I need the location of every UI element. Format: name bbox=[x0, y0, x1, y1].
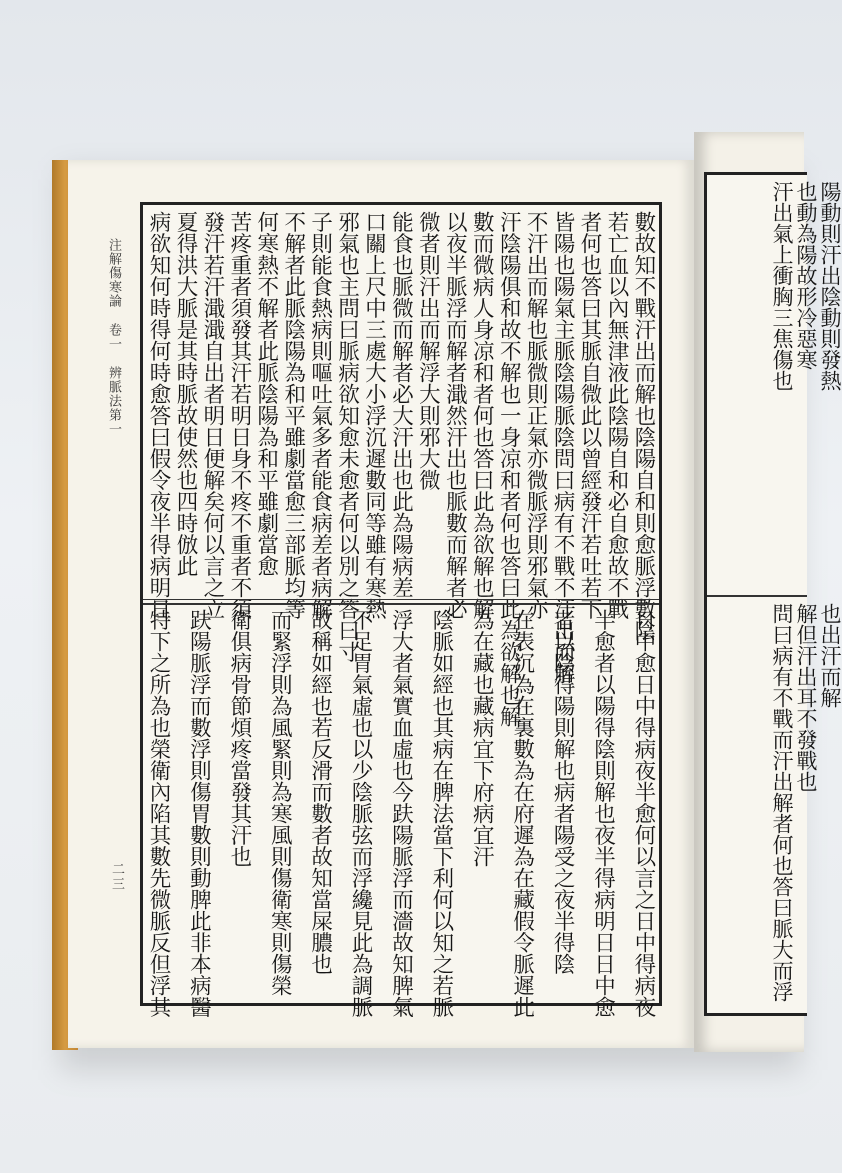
text-column: 解但汗出耳不發戰也 bbox=[794, 603, 818, 792]
text-column: 特下之所為也榮衛內陷其數先微脈反但浮其 bbox=[146, 609, 171, 1018]
right-upper-text-block bbox=[711, 181, 841, 589]
book-title: 注解傷寒論 bbox=[106, 238, 121, 308]
text-column: 故稱如經也若反滑而數者故知當屎膿也 bbox=[307, 609, 333, 975]
text-column: 在表沉為在裏數為在府遲為在藏假令脈遲此 bbox=[509, 609, 535, 1018]
lower-text-block bbox=[146, 609, 656, 1018]
text-column: 口關上尺中三處大小浮沉遲數同等雖有寒熱 bbox=[361, 211, 387, 620]
text-column: 邪氣也主問曰脈病欲知愈未愈者何以別之答曰寸 bbox=[334, 211, 360, 663]
divider-line bbox=[143, 603, 659, 605]
running-header bbox=[104, 238, 123, 446]
text-column: 何寒熱不解者此脈陰陽為和平雖劇當愈 bbox=[253, 211, 279, 577]
text-column: 以夜半脈浮而解者濈然汗出也脈數而解者必 bbox=[442, 211, 468, 620]
text-column: 能食也脈微而解者必大汗出也此為陽病差 bbox=[388, 211, 414, 598]
text-column: 也出汗而解 bbox=[818, 603, 842, 708]
text-column: 半愈者以陽得陰則解也夜半得病明日日中愈 bbox=[590, 609, 616, 1018]
text-column: 不解者此脈陰陽為和平雖劇當愈三部脈均等 bbox=[280, 211, 306, 620]
upper-text-block bbox=[146, 211, 656, 727]
text-column: 陰脈如經也其病在脾法當下利何以知之若脈 bbox=[428, 609, 454, 1018]
text-frame-right bbox=[704, 172, 842, 1016]
text-column: 病欲知何時得何時愈答曰假令夜半得病明日 bbox=[146, 211, 171, 620]
divider-line bbox=[707, 595, 807, 597]
text-column: 微者則汗出而解浮大則邪大微 bbox=[415, 211, 441, 491]
text-column: 不汗出而解也脈微則正氣亦微脈浮則邪氣亦 bbox=[523, 211, 549, 620]
text-column: 問曰病有不戰而汗出解者何也答曰脈大而浮 bbox=[770, 603, 794, 1002]
page-number: 二三 bbox=[109, 862, 124, 892]
text-frame-left bbox=[140, 202, 662, 1018]
text-column: 也動為陽故形冷惡寒 bbox=[794, 181, 818, 370]
text-column: 子則能食熱病則嘔吐氣多者能食病差者病解 bbox=[307, 211, 333, 620]
text-column: 發汗若汗濈濈自出者明日便解矣何以言之立 bbox=[199, 211, 225, 620]
text-column: 衛俱病骨節煩疼當發其汗也 bbox=[226, 609, 252, 867]
volume-label: 卷一 bbox=[106, 323, 121, 352]
text-column: 浮大者氣實血虛也今趺陽脈浮而濇故知脾氣 bbox=[388, 609, 414, 1018]
divider-line bbox=[143, 599, 659, 600]
text-column: 苦疼重者須發其汗若明日身不疼不重者不須 bbox=[226, 211, 252, 620]
text-column: 陽動則汗出陰動則發熱 bbox=[818, 181, 842, 391]
chapter-title: 辨脈法第一 bbox=[106, 366, 121, 437]
text-column: 數故知不戰汗出而解也陰陽自和則愈脈浮數陰 bbox=[630, 211, 656, 641]
text-column: 夏得洪大脈是其時脈故使然也四時倣此 bbox=[172, 211, 198, 577]
text-column: 皆陽也陽氣主脈陰陽脈陰問曰病有不戰不汗出而解 bbox=[550, 211, 576, 684]
text-column: 若亡血以內無津液此陰陽自和必自愈故不戰 bbox=[603, 211, 629, 620]
text-column: 而緊浮則為風緊則為寒風則傷衛寒則傷榮 bbox=[267, 609, 293, 996]
text-column: 日中愈日中得病夜半愈何以言之日中得病夜 bbox=[630, 609, 656, 1018]
text-column: 趺陽脈浮而數浮則傷胃數則動脾此非本病醫 bbox=[186, 609, 212, 1018]
text-column: 為在藏也藏病宜下府病宜汗 bbox=[469, 609, 495, 867]
text-column: 數而微病人身凉和者何也答曰此為欲解也解 bbox=[469, 211, 495, 620]
text-column: 者何也答曰其脈自微此以曾經發汗若吐若下 bbox=[577, 211, 602, 620]
text-column: 汗陰陽俱和故不解也一身凉和者何也答曰此為欲解也解 bbox=[496, 211, 522, 727]
text-column: 不足胃氣虛也以少陰脈弦而浮纔見此為調脈 bbox=[348, 609, 374, 1018]
text-column: 汗出氣上衝胸三焦傷也 bbox=[770, 181, 794, 391]
text-column: 者以陰得陽則解也病者陽受之夜半得陰 bbox=[550, 609, 576, 975]
right-lower-text-block bbox=[711, 603, 841, 1003]
